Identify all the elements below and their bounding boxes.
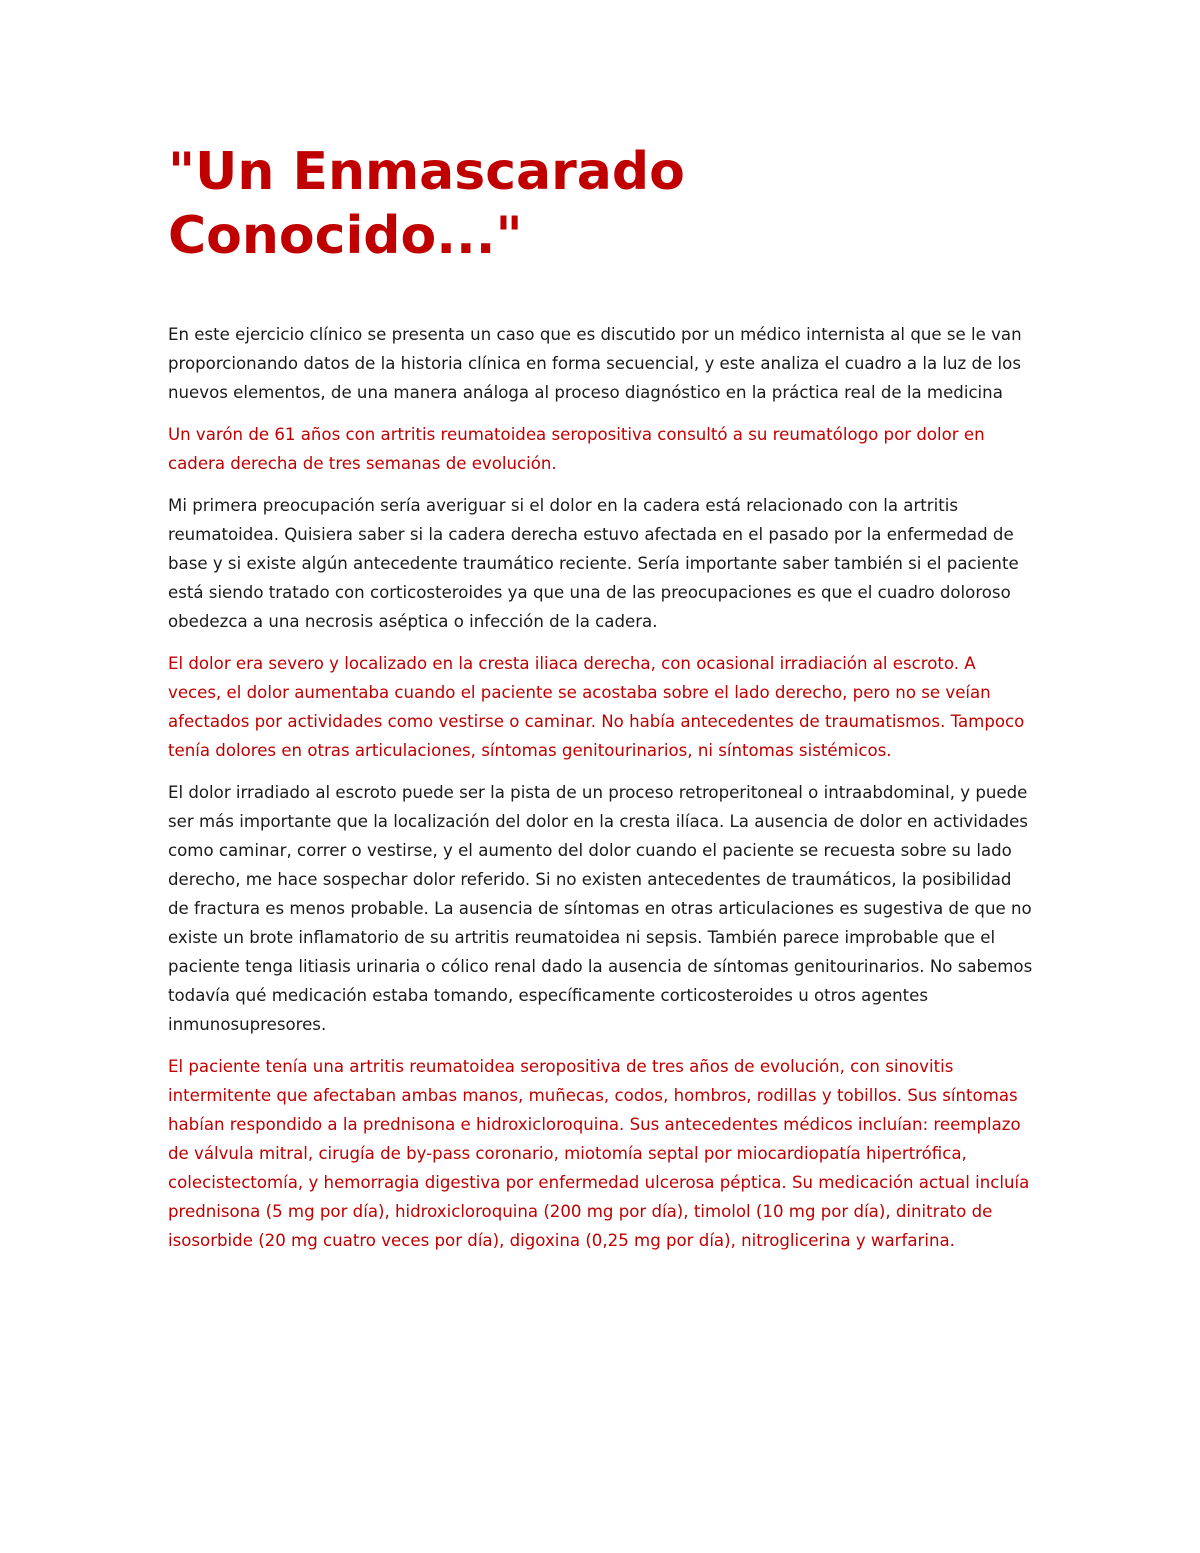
document-body — [168, 140, 1033, 1268]
paragraph-commentary-2: El dolor irradiado al escroto puede ser la pista de un proceso retroperitoneal o intraabdominal, y puede ser más importante que la localización del dolor en la cresta ilíaca. La ausencia de dolor en actividades como caminar, correr o vestirse, y el aumento del dolor cuando el paciente se recuesta sobre su lado derecho, me hace sospechar dolor referido. Si no existen antecedentes de traumáticos, la posibilidad de fractura es menos probable. La ausencia de síntomas en otras articulaciones es sugestiva de que no existe un brote inflamatorio de su artritis reumatoidea ni sepsis. También parece improbable que el paciente tenga litiasis urinaria o cólico renal dado la ausencia de síntomas genitourinarios. No sabemos todavía qué medicación estaba tomando, específicamente corticosteroides u otros agentes inmunosupresores. — [168, 783, 1033, 1034]
document-title: "Un Enmascarado Conocido..." — [168, 142, 685, 266]
paragraph-case-pain-details: El dolor era severo y localizado en la cresta iliaca derecha, con ocasional irradiación al escroto. A veces, el dolor aumentaba cuando el paciente se acostaba sobre el lado derecho, pero no se veían afectados por actividades como vestirse o caminar. No había antecedentes de traumatismos. Tampoco tenía dolores en otras articulaciones, síntomas genitourinarios, ni síntomas sistémicos. — [168, 654, 1025, 760]
paragraph-commentary-1: Mi primera preocupación sería averiguar si el dolor en la cadera está relacionado con la artritis reumatoidea. Quisiera saber si la cadera derecha estuvo afectada en el pasado por la enfermedad de base y si existe algún antecedente traumático reciente. Sería importante saber también si el paciente está siendo tratado con corticosteroides ya que una de las preocupaciones es que el cuadro doloroso obedezca a una necrosis aséptica o infección de la cadera. — [168, 496, 1019, 631]
paragraph-case-history: El paciente tenía una artritis reumatoidea seropositiva de tres años de evolución, con sinovitis intermitente que afectaban ambas manos, muñecas, codos, hombros, rodillas y tobillos. Sus síntomas habían respondido a la prednisona e hidroxicloroquina. Sus antecedentes médicos incluían: reemplazo de válvula mitral, cirugía de by-pass coronario, miotomía septal por miocardiopatía hipertrófica, colecistectomía, y hemorragia digestiva por enfermedad ulcerosa péptica. Su medicación actual incluía prednisona (5 mg por día), hidroxicloroquina (200 mg por día), timolol (10 mg por día), dinitrato de isosorbide (20 mg cuatro veces por día), digoxina (0,25 mg por día), nitroglicerina y warfarina. — [168, 1057, 1030, 1250]
paragraph-intro: En este ejercicio clínico se presenta un caso que es discutido por un médico internista al que se le van proporcionando datos de la historia clínica en forma secuencial, y este analiza el cuadro a la luz de los nuevos elementos, de una manera análoga al proceso diagnóstico en la práctica real de la medicina — [168, 325, 1022, 402]
paragraph-case-presentation: Un varón de 61 años con artritis reumatoidea seropositiva consultó a su reumatólogo por dolor en cadera derecha de tres semanas de evolución. — [168, 425, 985, 473]
